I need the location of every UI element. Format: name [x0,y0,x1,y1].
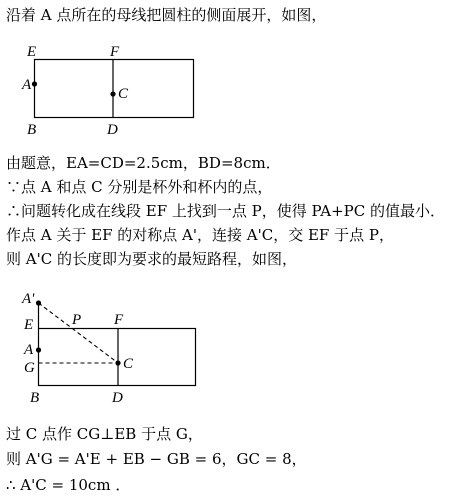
label-c-2: C [123,356,134,372]
therefore-text: ∴问题转化成在线段 EF 上找到一点 P，使得 PA+PC 的值最小． [6,202,445,220]
figure-reflection [0,282,458,407]
label-a-prime: A' [22,291,35,307]
construct-text: 作点 A 关于 EF 的对称点 A'，连接 A'C，交 EF 于点 P， [6,226,394,244]
conclusion-path-text: 则 A'C 的长度即为要求的最短路程，如图， [6,250,297,268]
perpendicular-text: 过 C 点作 CG⊥EB 于点 G， [6,425,203,443]
point-c-2 [115,360,120,365]
label-p: P [72,312,82,328]
rectangle-lateral-surface-2 [39,329,196,386]
compute-text: 则 A'G = A'E + EB − GB = 6，GC = 8， [6,450,307,468]
rectangle-lateral-surface [35,60,194,118]
label-a-2: A [24,342,34,358]
answer-text: ∴ A'C = 10cm ． [6,476,131,494]
because-text: ∵点 A 和点 C 分别是杯外和杯内的点， [6,178,273,196]
label-g: G [24,360,35,376]
point-c [110,91,115,96]
label-a: A [22,77,32,93]
intro-text: 沿着 A 点所在的母线把圆柱的侧面展开，如图， [6,6,327,24]
label-e-2: E [24,317,34,333]
label-b-2: B [30,390,40,406]
given-text: 由题意，EA=CD=2.5cm，BD=8cm． [6,154,281,172]
label-e: E [27,44,37,60]
figure-unfolded-cylinder [0,40,458,140]
label-f: F [110,44,120,60]
label-c: C [118,86,129,102]
point-a [32,81,37,86]
label-b: B [27,122,37,138]
point-a-prime [36,300,41,305]
label-d: D [107,122,118,138]
point-a-2 [36,347,41,352]
label-d-2: D [112,390,123,406]
label-f-2: F [114,312,124,328]
